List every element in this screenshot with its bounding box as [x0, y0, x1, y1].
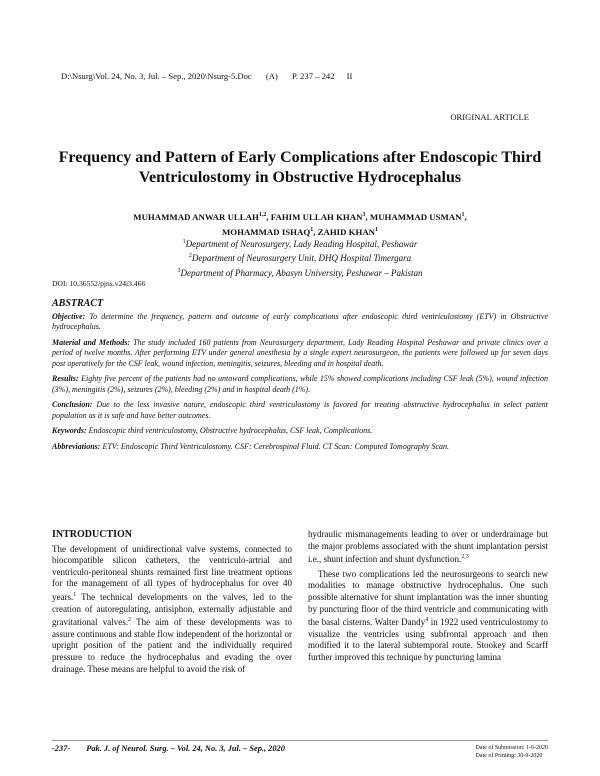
header-code: (A)	[265, 71, 278, 81]
article-type: ORIGINAL ARTICLE	[450, 112, 529, 122]
page-number: -237-	[52, 744, 71, 753]
printing-date: Date of Printing: 30-9-2020	[475, 752, 543, 759]
abstract	[52, 299, 548, 457]
abstract-keywords: Keywords: Endoscopic third ventriculostomy, Obstructive hydrocephalus, CSF leak, Complications.	[52, 426, 373, 435]
author: ZAHID KHAN$^1$	[317, 226, 379, 237]
header-path: D:\Nsurg\Vol. 24, No. 3, Jul. – Sep., 2020\Nsurg-5.Doc	[61, 71, 252, 81]
affiliations	[40, 236, 560, 279]
author: MUHAMMAD USMAN$^1$,	[369, 211, 467, 222]
affiliation: $^1$Department of Neurosurgery, Lady Reading Hospital, Peshawar	[182, 239, 418, 249]
footer-dates	[476, 745, 549, 760]
author: FAHIM ULLAH KHAN$^3$,	[270, 211, 370, 222]
author: MOHAMMAD ISHAQ$^1$,	[221, 226, 318, 237]
running-header	[61, 71, 352, 81]
submission-date: Date of Submission: 1-6-2020	[475, 745, 548, 751]
column-left	[52, 529, 292, 675]
affiliation: $^3$Department of Pharmacy, Abasyn University, Peshawar – Pakistan	[177, 267, 423, 278]
intro-paragraph: The development of unidirectional valve systems, connected to biocompatible silicon catheters, the ventriculo-artrial and ventriculo-peritoneal shunts remained first line treatment options for the management of all types of hydrocephalus for over 40 years.$^1$ The technical developments on the valves, led to the creation of autoregulating, antisiphon, externally adjustable and gravitational valves.$^2$ The aim of these developments was to assure continuous and stable flow independent of the horizontal or upright position of the patient and the individually required pressure to reduce the hydrocephalus and evading the over drainage. These means are helpful to avoid the risk of	[52, 543, 292, 674]
doi: DOI: 10.36552/pjns.v24i3.466	[52, 279, 146, 288]
intro-heading: INTRODUCTION	[52, 529, 133, 540]
journal-name: Pak. J. of Neurol. Surg. – Vol. 24, No. 3, Jul. – Sep., 2020	[86, 744, 285, 753]
abstract-conclusion: Conclusion: Due to the less invasive nature, endoscopic third ventriculostomy is favored for treating obstructive hydrocephalus in select patient population as it is safe and have better outcomes.	[52, 400, 549, 420]
abstract-heading: ABSTRACT	[52, 298, 104, 309]
intro-paragraph: These two complications led the neurosurgeons to search new modalities to manage obstructive hydrocephalus. One such possible alternative for shunt implantation was the inner shunting by puncturing floor of the third ventricle and communicating with the basal cisterns. Walter Dandy$^4$ in 1922 used ventriculostomy to visualize the ventricles using subfrontal approach and then modified it to the lateral subtemporal route. Stookey and Scarff further improved this technique by puncturing lamina	[308, 568, 548, 662]
abstract-objective: Objective: To determine the frequency, pattern and outcome of early complications after endoscopic third ventriculostomy (ETV) in Obstructive hydrocephalus.	[52, 311, 548, 331]
paper-title: Frequency and Pattern of Early Complications after Endoscopic Third Ventriculostomy in Obstructive Hydrocephalus	[58, 149, 542, 186]
header-roman: II	[346, 71, 353, 81]
abstract-methods: Material and Methods: The study included 160 patients from Neurosurgery department, Lady Reading Hospital Peshawar and private clinics over a period of twelve months. After performing ETV under general anesthesia by a single expert neurosurgeon, the patients were followed up for seven days post operatively for the CSF leak, wound infection, meningitis, seizures, bleeding and in hospital death.	[52, 337, 549, 368]
author-list	[40, 209, 560, 239]
column-right	[308, 529, 548, 664]
header-pages: P. 237 – 242	[292, 71, 335, 81]
abstract-abbreviations: Abbreviations: ETV: Endoscopic Third Ventriculostomy. CSF: Cerebrospinal Fluid. CT Scan: Computed Tomography Scan.	[52, 441, 450, 451]
author: MUHAMMAD ANWAR ULLAH$^{1,2}$,	[133, 211, 271, 222]
footer-citation	[52, 744, 285, 753]
intro-paragraph: hydraulic mismanagements leading to over or underdrainage but the major problems associated with the shunt implantation persist i.e., shunt infection and shunt dysfunction.$^{2,3}$	[308, 529, 548, 565]
footer-divider	[52, 740, 548, 741]
affiliation: $^2$Department of Neurosurgery Unit, DHQ Hospital Timergara	[188, 253, 412, 264]
abstract-results: Results: Eighty five percent of the patients had no untoward complications, while 15% showed complications including CSF leak (5%), wound infection (3%), meningitis (2%), seizures (2%), bleeding (2%) and in hospital death (1%).	[52, 374, 549, 394]
